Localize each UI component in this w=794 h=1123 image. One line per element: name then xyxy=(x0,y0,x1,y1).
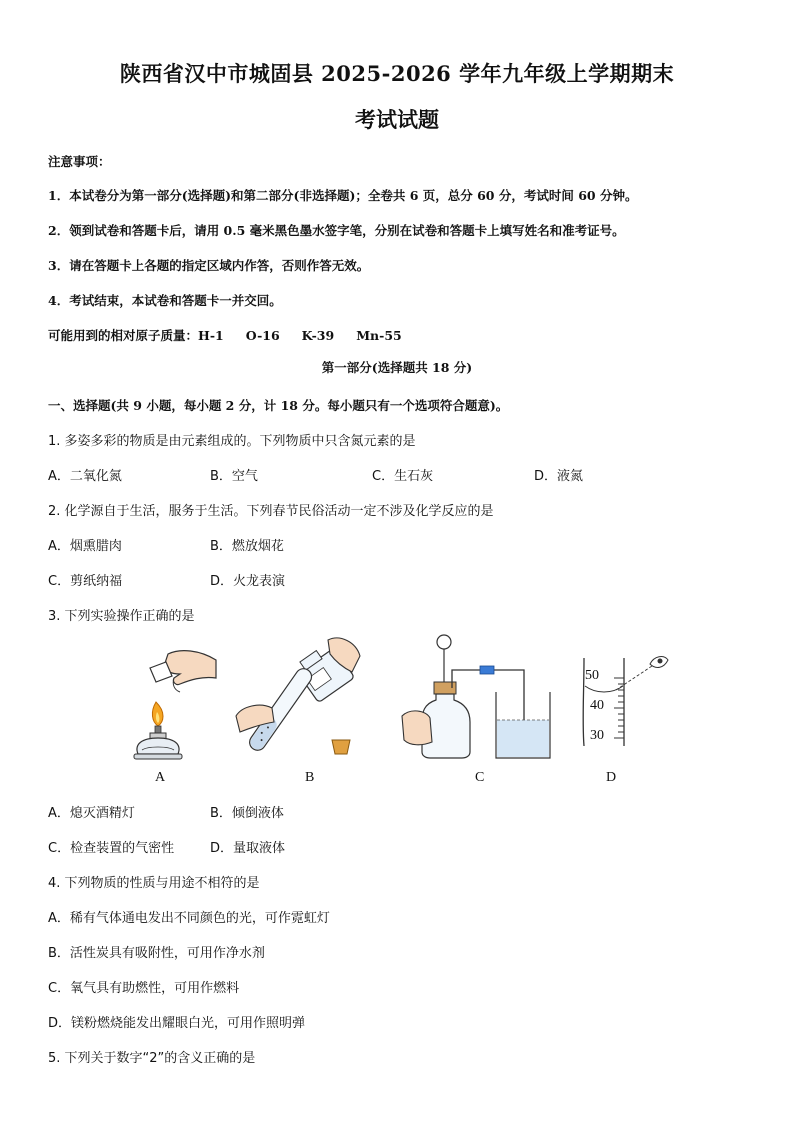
option-a[interactable]: A．稀有气体通电发出不同颜色的光，可作霓虹灯 xyxy=(48,911,330,926)
option-a[interactable]: A．烟熏腊肉 xyxy=(48,539,122,554)
cylinder-mark: 30 xyxy=(590,728,604,743)
option-c[interactable]: C．剪纸纳福 xyxy=(48,574,123,589)
option-c[interactable]: C．生石灰 xyxy=(372,469,434,484)
section-title: 第一部分(选择题共 18 分) xyxy=(321,360,473,375)
notice-item: 2．领到试卷和答题卡后，请用 0.5 毫米黑色墨水签字笔，分别在试卷和答题卡上填写姓名和准考证号。 xyxy=(48,223,625,238)
figure-label-b: B xyxy=(305,770,315,785)
figure-label-a: A xyxy=(155,770,166,785)
cylinder-mark: 40 xyxy=(590,698,604,713)
atomic-mass-value: H-1 xyxy=(198,328,224,343)
question-stem: 2. 化学源自于生活，服务于生活。下列春节民俗活动一定不涉及化学反应的是 xyxy=(48,504,494,519)
option-d[interactable]: D．液氮 xyxy=(534,469,584,484)
figure-label-c: C xyxy=(475,770,485,785)
question-stem: 1. 多姿多彩的物质是由元素组成的。下列物质中只含氮元素的是 xyxy=(48,434,416,449)
option-a[interactable]: A．二氧化氮 xyxy=(48,469,122,484)
pouring-liquid-figure xyxy=(232,632,364,768)
alcohol-lamp-figure xyxy=(128,646,220,766)
atomic-masses xyxy=(48,326,424,344)
question-stem: 3. 下列实验操作正确的是 xyxy=(48,609,195,624)
airtightness-figure xyxy=(400,630,560,765)
option-d[interactable]: D．量取液体 xyxy=(210,841,286,856)
atomic-mass-value: Mn-55 xyxy=(356,328,402,343)
question-stem: 4. 下列物质的性质与用途不相符的是 xyxy=(48,876,260,891)
option-d[interactable]: D．火龙表演 xyxy=(210,574,286,589)
question-stem: 5. 下列关于数字“2”的含义正确的是 xyxy=(48,1051,256,1066)
page-title: 陕西省汉中市城固县 2025-2026 学年九年级上学期期末 xyxy=(119,61,675,86)
option-b[interactable]: B．燃放烟花 xyxy=(210,539,284,554)
option-a[interactable]: A．熄灭酒精灯 xyxy=(48,806,135,821)
page-subtitle: 考试试题 xyxy=(355,107,439,132)
atomic-mass-value: K-39 xyxy=(301,328,335,343)
notice-item: 4．考试结束，本试卷和答题卡一并交回。 xyxy=(48,293,282,308)
option-b[interactable]: B．活性炭具有吸附性，可用作净水剂 xyxy=(48,946,265,961)
notice-item: 3．请在答题卡上各题的指定区域内作答，否则作答无效。 xyxy=(48,258,370,273)
option-b[interactable]: B．倾倒液体 xyxy=(210,806,284,821)
atomic-masses-label: 可能用到的相对原子质量： xyxy=(48,328,199,343)
notice-item: 1．本试卷分为第一部分(选择题)和第二部分(非选择题)；全卷共 6 页，总分 60 分，考试时间 60 分钟。 xyxy=(48,188,638,203)
atomic-mass-value: O-16 xyxy=(245,328,280,343)
option-c[interactable]: C．检查装置的气密性 xyxy=(48,841,175,856)
option-d[interactable]: D．镁粉燃烧能发出耀眼白光，可用作照明弹 xyxy=(48,1016,306,1031)
option-c[interactable]: C．氧气具有助燃性，可用作燃料 xyxy=(48,981,240,996)
part-intro: 一、选择题(共 9 小题，每小题 2 分，计 18 分。每小题只有一个选项符合题意)。 xyxy=(48,398,509,413)
notice-heading: 注意事项： xyxy=(48,154,111,169)
figure-label-d: D xyxy=(606,770,617,785)
option-b[interactable]: B．空气 xyxy=(210,469,258,484)
cylinder-mark: 50 xyxy=(585,668,599,683)
